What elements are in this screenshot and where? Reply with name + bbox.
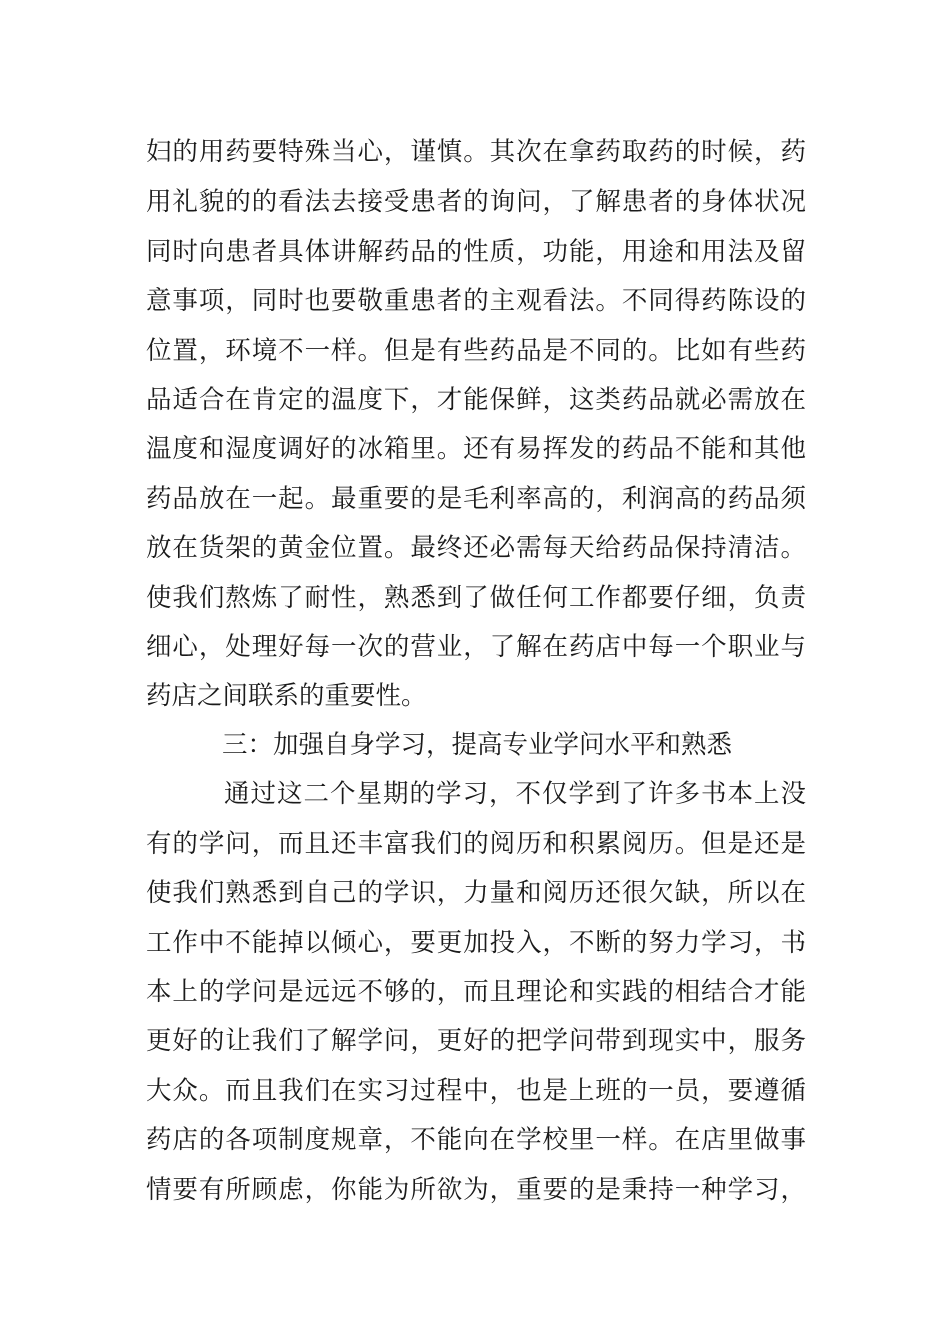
paragraph-first-line: 通过这二个星期的学习，不仅学到了许多书本上没 [224,779,806,809]
body-text-line: 使我们熬炼了耐性，熟悉到了做任何工作都要仔细，负责 [146,583,806,613]
body-text-line: 更好的让我们了解学问，更好的把学问带到现实中，服务 [146,1026,806,1056]
body-text-line: 用礼貌的的看法去接受患者的询问，了解患者的身体状况 [146,187,806,217]
body-text-line: 情要有所顾虑，你能为所欲为，重要的是秉持一种学习， [146,1175,806,1205]
body-text-line: 同时向患者具体讲解药品的性质，功能，用途和用法及留 [146,237,806,267]
body-text-line: 位置，环境不一样。但是有些药品是不同的。比如有些药 [146,336,806,366]
section-heading: 三：加强自身学习，提高专业学问水平和熟悉 [222,730,733,760]
body-text-line: 大众。而且我们在实习过程中，也是上班的一员，要遵循 [146,1076,806,1106]
body-text-line: 放在货架的黄金位置。最终还必需每天给药品保持清洁。 [146,533,806,563]
body-text-line: 本上的学问是远远不够的，而且理论和实践的相结合才能 [146,977,806,1007]
body-text-line: 有的学问，而且还丰富我们的阅历和积累阅历。但是还是 [146,829,806,859]
body-text-line: 药店之间联系的重要性。 [146,681,427,711]
body-text-line: 药店的各项制度规章，不能向在学校里一样。在店里做事 [146,1125,806,1155]
body-text-line: 药品放在一起。最重要的是毛利率高的，利润高的药品须 [146,484,806,514]
body-text-line: 温度和湿度调好的冰箱里。还有易挥发的药品不能和其他 [146,434,806,464]
body-text-line: 意事项，同时也要敬重患者的主观看法。不同得药陈设的 [146,286,806,316]
body-text-line: 使我们熟悉到自己的学识，力量和阅历还很欠缺，所以在 [146,878,806,908]
body-text-line: 品适合在肯定的温度下，才能保鲜，这类药品就必需放在 [146,385,806,415]
body-text-line: 妇的用药要特殊当心，谨慎。其次在拿药取药的时候，药 [146,137,806,167]
body-text-line: 工作中不能掉以倾心，要更加投入，不断的努力学习，书 [146,928,806,958]
body-text-line: 细心，处理好每一次的营业，了解在药店中每一个职业与 [146,632,806,662]
